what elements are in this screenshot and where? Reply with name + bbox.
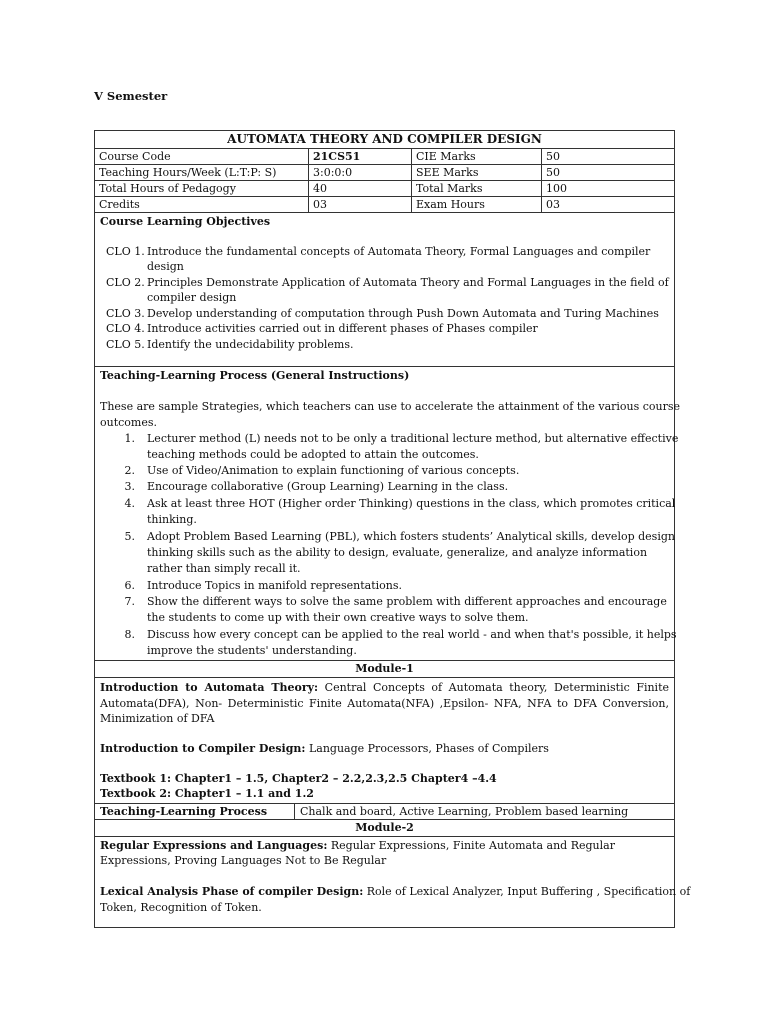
module2-lexical-heading: Lexical Analysis Phase of compiler Design: (100, 885, 364, 898)
course-row (95, 196, 674, 212)
tlp-text: Introduce Topics in manifold representations. (147, 579, 403, 592)
tlp-number: 1. (124, 432, 135, 445)
module2-content (95, 836, 691, 927)
clo-text: Principles Demonstrate Application of Automata Theory and Formal Languages in the field of (147, 276, 669, 289)
module2-lexical-line: Token, Recognition of Token. (100, 901, 262, 914)
clo-number: CLO 1. (106, 245, 145, 258)
module1-automata-text: Central Concepts of Automata theory, Deterministic Finite Automata(DFA), Non- Deterministic Finite Automata(NFA) ,Epsilon- NFA, NFA to DFA Conversion, Minimization of DFA (100, 681, 669, 725)
module2-lexical-text: Role of Lexical Analyzer, Input Buffering , Specification of (363, 885, 691, 898)
module2-regex-line (100, 839, 615, 853)
tlp-text: Lecturer method (L) needs not to be only a traditional lecture method, but alternative effective (147, 432, 679, 445)
cell: 50 (541, 165, 674, 180)
tlp-text: the students to come up with their own creative ways to solve them. (147, 611, 529, 624)
tlp-text: Show the different ways to solve the same problem with different approaches and encourage (147, 595, 667, 608)
cell: 3:0:0:0 (308, 165, 411, 180)
cell: 40 (308, 181, 411, 196)
tlp-text: Ask at least three HOT (Higher order Thinking) questions in the class, which promotes critical (147, 497, 676, 510)
clo-number: CLO 4. (106, 322, 145, 335)
module1-automata-paragraph (100, 680, 669, 727)
clo-text: Develop understanding of computation through Push Down Automata and Turing Machines (147, 307, 659, 320)
cell: 03 (541, 197, 674, 212)
tlp-text: teaching methods could be adopted to attain the outcomes. (147, 448, 479, 461)
semester-label: V Semester (94, 89, 168, 103)
tlp-number: 8. (124, 628, 135, 641)
cell: Total Hours of Pedagogy (99, 182, 236, 195)
tlp-number: 3. (124, 480, 135, 493)
clo-text: Introduce activities carried out in different phases of Phases compiler (147, 322, 538, 335)
tlp-heading: Teaching-Learning Process (General Instructions) (100, 369, 410, 382)
tlp-text: thinking skills such as the ability to design, evaluate, generalize, and analyze information (147, 546, 648, 559)
tlp-intro: These are sample Strategies, which teachers can use to accelerate the attainment of the various course (100, 400, 681, 413)
module1-textbook1: Textbook 1: Chapter1 – 1.5, Chapter2 – 2.2,2.3,2.5 Chapter4 –4.4 (100, 772, 497, 785)
clo-number: CLO 2. (106, 276, 145, 289)
cell: Total Marks (411, 181, 541, 196)
cell: Credits (99, 198, 140, 211)
module2-regex-text: Regular Expressions, Finite Automata and Regular (327, 839, 615, 852)
tlp-text: thinking. (147, 513, 197, 526)
cell: Course Code (99, 150, 171, 163)
tlp-text: improve the students' understanding. (147, 644, 357, 657)
cell: 100 (541, 181, 674, 196)
course-row (95, 180, 674, 196)
tlp-number: 6. (124, 579, 135, 592)
tlp-number: 7. (124, 595, 135, 608)
clo-section (95, 212, 674, 366)
tlp-text: Encourage collaborative (Group Learning) Learning in the class. (147, 480, 509, 493)
cell: CIE Marks (411, 149, 541, 164)
module2-regex-heading: Regular Expressions and Languages: (100, 839, 328, 852)
tlp-text: Discuss how every concept can be applied to the real world - and when that's possible, it helps (147, 628, 677, 641)
module1-compiler-paragraph (100, 742, 549, 755)
clo-heading: Course Learning Objectives (100, 215, 271, 228)
clo-text: design (147, 260, 184, 273)
module1-automata-heading: Introduction to Automata Theory: (100, 681, 319, 694)
tlp-intro: outcomes. (100, 416, 157, 429)
tlp-text: rather than simply recall it. (147, 562, 301, 575)
cell: 03 (308, 197, 411, 212)
tlp-value: Chalk and board, Active Learning, Problem based learning (300, 805, 629, 818)
module2-lexical-line (100, 885, 690, 899)
tlp-number: 2. (124, 464, 135, 477)
clo-number: CLO 3. (106, 307, 145, 320)
course-row (95, 164, 674, 180)
tlp-number: 5. (124, 530, 135, 543)
cell: 21CS51 (308, 149, 411, 164)
module1-compiler-text: Language Processors, Phases of Compilers (305, 742, 549, 755)
course-row (95, 148, 674, 164)
clo-number: CLO 5. (106, 338, 145, 351)
module1-compiler-heading: Introduction to Compiler Design: (100, 742, 306, 755)
clo-text: Identify the undecidability problems. (147, 338, 354, 351)
tlp-text: Use of Video/Animation to explain functioning of various concepts. (147, 464, 520, 477)
tlp-section (95, 366, 681, 660)
tlp-label: Teaching-Learning Process (95, 804, 295, 819)
tlp-number: 4. (124, 497, 135, 510)
module1-tlp-row (95, 803, 674, 819)
module2-regex-line: Expressions, Proving Languages Not to Be Regular (100, 854, 387, 867)
tlp-text: Adopt Problem Based Learning (PBL), which fosters students’ Analytical skills, develop design (147, 530, 675, 543)
clo-text: compiler design (147, 291, 237, 304)
clo-text: Introduce the fundamental concepts of Automata Theory, Formal Languages and compiler (147, 245, 651, 258)
course-title: AUTOMATA THEORY AND COMPILER DESIGN (227, 132, 542, 146)
cell: Teaching Hours/Week (L:T:P: S) (99, 166, 277, 179)
syllabus-table (94, 130, 691, 928)
cell: Exam Hours (411, 197, 541, 212)
module1-title: Module-1 (95, 660, 674, 677)
cell: SEE Marks (411, 165, 541, 180)
module1-content (95, 677, 674, 803)
cell: 50 (541, 149, 674, 164)
module1-textbook2: Textbook 2: Chapter1 – 1.1 and 1.2 (100, 787, 314, 800)
module2-title: Module-2 (95, 819, 674, 836)
